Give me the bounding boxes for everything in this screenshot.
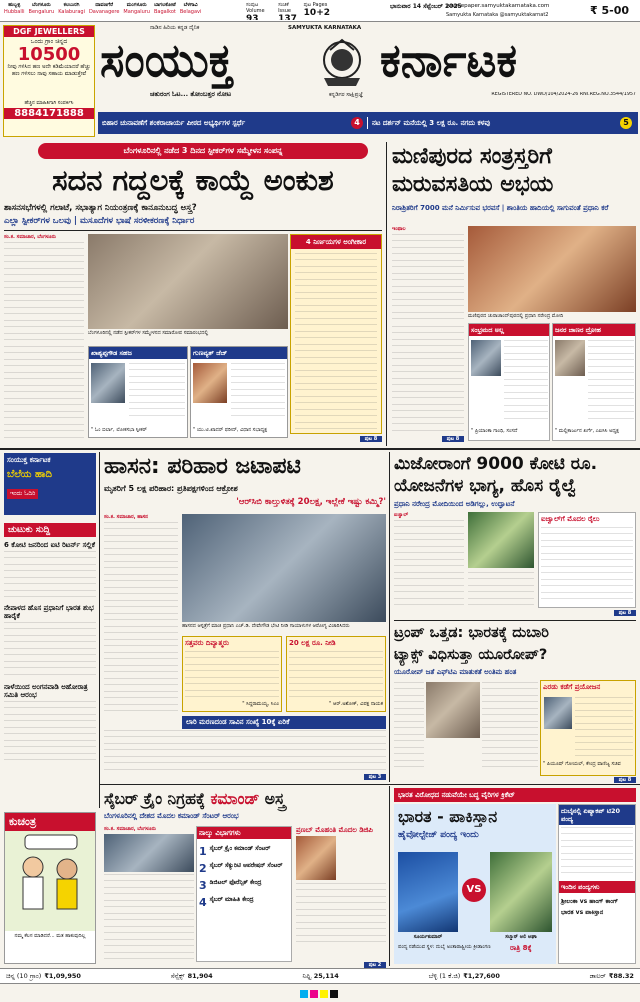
hassan-photo-caption: ಹಾಸನದ ಆಸ್ಪತ್ರೆಗೆ ಮಾಜಿ ಪ್ರಧಾನಿ ಎಚ್.ಡಿ. ದೇವೇಗೌಡ ಭೇಟಿ ನೀಡಿ ಗಾಯಾಳುಗಳ ಆರೋಗ್ಯ ವಿಚಾರಿಸಿದರು (182, 623, 350, 629)
edition-english: Bengaluru (28, 9, 55, 15)
cyber-officer-text (296, 883, 386, 945)
left-col-divider (99, 452, 100, 808)
cyber-headline-c: ಅಸ್ತ್ರ (264, 790, 286, 808)
cricket-player-1-photo (398, 852, 458, 932)
jeweller-name: DGF JEWELLERS (4, 26, 94, 37)
quote-1-photo (91, 363, 125, 403)
cyber-headline-a: ಸೈಬರ್ ಕ್ರೈಂ ನಿಗ್ರಹಕ್ಕೆ (104, 790, 206, 808)
trump-box-title: ಎರಡು ಕಡೆಗೆ ಪ್ರಯೋಜನ (543, 683, 601, 691)
jeweller-line: ಒಂದು ಗ್ರಾಂ ಚಿನ್ನದ (30, 38, 68, 45)
mizoram-body (394, 512, 464, 608)
short-news-1-head[interactable]: 6 ಕೋಟಿ ಜನರಿಂದ ಐಟಿ ರಿಟರ್ನ್ ಸಲ್ಲಿಕೆ (4, 541, 96, 549)
manipur-photo-caption: ಮಣಿಪುರದ ಚುರಾಚಾಂದ್‌ಪುರದಲ್ಲಿ ಪ್ರಧಾನಿ ನರೇಂದ್ರ ಮೋದಿ (468, 313, 564, 319)
trump-body-text (394, 682, 424, 772)
cricket-player-1-name: ಸೂರ್ಯಕುಮಾರ್ (413, 934, 443, 940)
lion-emblem-icon (312, 38, 372, 90)
cartoon-panel (4, 812, 96, 964)
edition-kannada: ಕಲಬುರಗಿ (63, 2, 80, 8)
trump-headline-1[interactable]: ಟ್ರಂಪ್ ಒತ್ತಡ: ಭಾರತಕ್ಕೆ ದುಬಾರಿ (394, 625, 549, 641)
market-value: ₹1,27,600 (463, 971, 500, 980)
manipur-page-ref[interactable]: ಪುಟ 8 (442, 436, 464, 442)
hassan-box-1-title: ಸತ್ತವರು ದಿವ್ಯಾತ್ಮರು (185, 639, 229, 647)
cyber-division-item (199, 845, 289, 858)
trump-body-text-2 (482, 682, 538, 772)
mizoram-page-ref[interactable]: ಪುಟ 8 (614, 610, 636, 616)
quote-2-title: ಗುಣವ್ಯತ್ ಜೆಜ್ (191, 347, 287, 359)
edition-strip (0, 0, 640, 22)
promo-box[interactable] (4, 453, 96, 515)
trump-box-quote: " ಪಿಯೂಷ್ ಗೋಯಲ್, ಕೇಂದ್ರ ವಾಣಿಜ್ಯ ಸಚಿವ (543, 761, 621, 767)
short-news-1-text (4, 551, 96, 599)
edition-english: Hubballi (4, 9, 25, 15)
trump-box (540, 680, 636, 776)
manipur-body-text-2 (392, 326, 464, 436)
cricket-divider (389, 786, 390, 966)
mid-col-divider (389, 452, 390, 782)
hassan-headline[interactable]: ಹಾಸನ: ಪರಿಹಾರ ಜಟಾಪಟಿ (104, 454, 301, 479)
market-label: ನಿಫ್ಟಿ (302, 971, 311, 980)
cricket-panel (394, 804, 556, 964)
masthead-title-left: ಸಂಯುಕ್ತ (100, 33, 234, 87)
market-strip (0, 968, 640, 984)
manipur-side-2-text (588, 340, 634, 424)
edition-kannada: ಹುಬ್ಬಳ್ಳಿ (8, 2, 21, 8)
cartoon-title: ಕುಚಂತ್ರ (5, 813, 95, 831)
lead-photo-caption: ಬೆಂಗಳೂರಿನಲ್ಲಿ ನಡೆದ ಸ್ಪೀಕರ್‌ಗಳ ಸಮ್ಮೇಳನದ ಸಮಾರೋಪ ಸಮಾರಂಭದಲ್ಲಿ (88, 330, 209, 336)
mizoram-deck: ಪ್ರಧಾನಿ ನರೇಂದ್ರ ಮೋದಿಯಿಂದ ಅಡಿಗಲ್ಲು, ಉದ್ಘಾಟನೆ (394, 500, 515, 508)
market-item (590, 972, 634, 981)
cyber-division-number: 3 (199, 879, 207, 892)
resolutions-title: 4 ನಿರ್ಣಯಗಳ ಅಂಗೀಕಾರ (291, 235, 381, 249)
manipur-side-1-text (504, 340, 548, 424)
trump-headline-2[interactable]: ಟ್ಯಾಕ್ಸ್ ವಿಧಿಸುತ್ತಾ ಯೂರೋಪ್? (394, 647, 548, 663)
hassan-box-2 (286, 636, 386, 712)
ticker-item-2[interactable] (368, 117, 636, 129)
cricket-today-head: ಇಂದಿನ ಪಂದ್ಯಗಳು (559, 881, 635, 893)
cyber-officer (296, 826, 386, 962)
volume-info: ಸಂಪುಟ Volume 93 ಸಂಚಿಕೆ Issue 137 ಪುಟ Pages 10+2 (246, 2, 330, 20)
cyber-division-label: ಸೈಬರ್ ಸೆಕ್ಯುರಿಟಿ ಆಪರೇಷನ್ ಸೆಂಟರ್ (209, 862, 283, 869)
edition-kannada: ದಾವಣಗೆರೆ (95, 2, 113, 8)
edition-list (4, 2, 240, 20)
price-tag: ₹ 5-00 (590, 4, 630, 17)
market-item (302, 972, 338, 981)
promo-head: ಸಂಯುಕ್ತ ಕರ್ನಾಟಕ (7, 456, 51, 464)
trump-deck: ಯೂರೋಪ್ ಜತೆ ಎಫ್‌ಟಿಎ ಮಾತುಕತೆ ಅಂತಿಮ ಹಂತ (394, 668, 517, 676)
cyber-division-label: ಸೈಬರ್ ಮಾಹಿತಿ ಕೇಂದ್ರ (209, 896, 254, 903)
lead-page-ref[interactable]: ಪುಟ 8 (360, 436, 382, 442)
ticker-page-1: 4 (351, 117, 363, 129)
trump-photo (426, 682, 480, 738)
lead-column-divider (386, 142, 387, 446)
market-value: ₹88.32 (608, 971, 634, 980)
market-label: ಡಾಲರ್ (589, 971, 606, 980)
edition-english: Belagavi (179, 9, 202, 15)
manipur-side-2 (552, 323, 636, 441)
mizoram-photo (468, 512, 534, 568)
cyber-officer-title: ಪ್ರಣಬ್ ಮೊಹಂತಿ ಮೊದಲ ಡಿಜಿಪಿ (296, 826, 373, 834)
lower-rule (100, 784, 640, 785)
cricket-player-2-photo (490, 852, 552, 932)
cyber-division-list (197, 839, 291, 911)
edition-english: Mangaluru (123, 9, 150, 15)
lead-deck-1: ಶಾಸನಸಭೆಗಳಲ್ಲಿ ಗಲಾಟೆ, ಸಭಾತ್ಯಾಗ ನಿಯಂತ್ರಣಕ್ಕೆ ಕಾನೂನುಬದ್ಧ ಅಸ್ತ್ರ? (4, 203, 197, 213)
ticker-text-1: ಬಿಹಾರ ಚುನಾವಣೆಗೆ ಶಂಕರಾಚಾರ್ಯ ಪೀಠದ ಅಭ್ಯರ್ಥಿಗಳ ಸ್ಪರ್ಧೆ (102, 118, 246, 127)
manipur-side-1 (468, 323, 550, 441)
color-register-strip (0, 986, 640, 1002)
lead-headline[interactable]: ಸದನ ಗದ್ದಲಕ್ಕೆ ಕಾಯ್ದೆ ಅಂಕುಶ (52, 163, 334, 197)
masthead-english-title: SAMYUKTA KARNATAKA (288, 25, 362, 31)
trump-box-text (575, 697, 633, 757)
cyber-headline-b: ಕಮಾಂಡ್ (210, 790, 260, 808)
color-register-icon (0, 986, 640, 1002)
jeweller-phone: 8884171888 (4, 108, 94, 119)
jeweller-price: 10500 (17, 44, 81, 65)
manipur-body-text (392, 234, 464, 322)
hassan-body-text (104, 522, 178, 712)
short-news-section: ಚುಟುಕು ಸುದ್ದಿ (4, 523, 96, 537)
manipur-headline-1[interactable]: ಮಣಿಪುರದ ಸಂತ್ರಸ್ತರಿಗೆ (392, 144, 552, 169)
lead-kicker: ಬೆಂಗಳೂರಿನಲ್ಲಿ ನಡೆದ 3 ದಿನದ ಸ್ಪೀಕರ್‌ಗಳ ಸಮ್ಮೇಳನ ಸಂಪನ್ನ (38, 143, 368, 159)
market-item (429, 972, 500, 981)
edition-item (29, 2, 55, 20)
promo-sub: ಬೆಲೆಯ ಹಾದಿ (7, 469, 52, 480)
quote-2-photo (193, 363, 227, 403)
short-news-2-head[interactable]: ನೇಪಾಳದ ಹೊಸ ಪ್ರಧಾನಿಗೆ ಭಾರತ ಶುಭ ಹಾರೈಕೆ (4, 604, 94, 620)
hassan-body-left (104, 514, 178, 714)
edition-kannada: ಬೆಂಗಳೂರು (32, 2, 51, 8)
masthead-tagline-top: ನಾಡಿನ ಹಿರಿಯ ಕನ್ನಡ ದೈನಿಕ (150, 25, 200, 31)
market-value: 25,114 (313, 971, 339, 980)
lead-body-text (4, 242, 84, 438)
manipur-side-1-quote: " ಪ್ರಿಯಾಂಕಾ ಗಾಂಧಿ, ಸಂಸದೆ (471, 428, 518, 434)
hassan-box-2-text (289, 651, 383, 699)
hassan-box-2-quote: " ಆರ್.ಅಶೋಕ್, ವಿಪಕ್ಷ ನಾಯಕ (329, 701, 383, 707)
lead-rule (4, 230, 382, 231)
hassan-box-1-text (185, 651, 279, 699)
cyber-dateline: ಸಂ.ಕ. ಸಮಾಚಾರ, ಬೆಂಗಳೂರು (104, 826, 156, 832)
short-news-2-text (4, 622, 96, 678)
edition-english: Kalaburagi (58, 9, 85, 15)
emblem-caption: ಕನ್ನಡಿಗರ ಸಾಕ್ಷಿಪ್ರಜ್ಞೆ (328, 92, 364, 98)
registration-number: REGISTERED NO. DWD/104/2024-26 RNI.REG.NO.3544/1957 (491, 92, 636, 97)
mizoram-box-title: ಐಜ್ವಾಲ್‌ಗೆ ಮೊದಲ ರೈಲು (541, 515, 600, 523)
cyber-headline[interactable] (104, 786, 386, 812)
cricket-player-2-name: ಸಲ್ಮಾನ್ ಅಲಿ ಅಘಾ (505, 934, 537, 940)
mizoram-box-text (541, 527, 633, 601)
edition-item (123, 2, 150, 20)
lead-quote-2 (190, 346, 288, 438)
trump-page-ref[interactable]: ಪುಟ 8 (614, 777, 636, 783)
mizoram-headline-2[interactable]: ಯೋಜನೆಗಳ ಭಾಗ್ಯ, ಹೊಸ ರೈಲ್ವೆ (394, 476, 577, 496)
market-label: ಚಿನ್ನ (10 ಗ್ರಾಂ) (6, 971, 42, 980)
fold-rule (0, 448, 640, 450)
market-value: 81,904 (187, 971, 213, 980)
cricket-today-item: ಭಾರತ vs ಪಾಕಿಸ್ತಾನ (561, 909, 604, 916)
cricket-deck: ಹೈವೋಲ್ಟೇಜ್ ಪಂದ್ಯ ಇಂದು (398, 830, 479, 840)
epaper-url: www.epaper.samyuktakarnataka.com (446, 3, 550, 9)
masthead-emblem (312, 38, 372, 90)
jeweller-ad (3, 25, 95, 137)
hassan-quote: 'ಆರ್‌ಸಿಬಿ ಕಾಲ್ತುಳಿತಕ್ಕೆ 20ಲಕ್ಷ, ಇಲ್ಲೇಕೆ ಇಷ್ಟು ಕಮ್ಮಿ?' (236, 497, 386, 507)
mizoram-dateline: ಐಜ್ವಾಲ್ (394, 512, 409, 518)
quote-1-attribution: " ಓಂ ಬಿರ್ಲಾ, ಲೋಕಸಭಾ ಸ್ಪೀಕರ್ (91, 427, 147, 433)
cartoon-figure-icon (5, 831, 95, 931)
cyber-deck: ಬೆಂಗಳೂರಿನಲ್ಲಿ ದೇಶದ ಮೊದಲ ಕಮಾಂಡ್ ಸೆಂಟರ್ ಆರಂಭ (104, 812, 239, 820)
market-item (171, 972, 213, 981)
hassan-dateline: ಸಂ.ಕ. ಸಮಾಚಾರ, ಹಾಸನ (104, 514, 148, 520)
manipur-dateline: ಇಂಫಾಲ (392, 226, 406, 232)
cyber-photo (104, 834, 194, 872)
resolutions-list (295, 253, 377, 433)
ticker-page-2: 5 (620, 117, 632, 129)
cricket-headline[interactable]: ಭಾರತ - ಪಾಕಿಸ್ತಾನ (398, 807, 498, 826)
cricket-side-text (561, 827, 633, 879)
cyber-division-number: 1 (199, 845, 207, 858)
social-handles: Samyukta Karnataka @samyuktakarnat2 (446, 12, 549, 18)
cyber-division-item (199, 896, 289, 909)
masthead-tagline-bottom: ಚತುರಂಗ ಓಟ... ತೋಂಬತ್ತರ ನೋಟ (150, 90, 232, 98)
edition-english: Davanagere (88, 9, 120, 15)
manipur-side-1-title: ಸಂಭ್ರಮದ ಅಲ್ಲ (469, 324, 549, 336)
cricket-side-head: ದುಬೈನಲ್ಲಿ ಏಷ್ಯಾಕಪ್ ಟಿ20 ಪಂದ್ಯ (559, 805, 635, 825)
trump-box-photo (544, 697, 572, 729)
cyber-division-item (199, 862, 289, 875)
mizoram-box (538, 512, 636, 608)
cyber-division-label: ಸೈಬರ್ ಕ್ರೈಂ ಕಮಾಂಡ್ ಸೆಂಟರ್ (209, 845, 271, 852)
mizoram-body-text (394, 520, 464, 608)
quote-1-text (129, 363, 185, 421)
jeweller-footer: ಹೆಚ್ಚಿನ ಮಾಹಿತಿಗಾಗಿ ಸಂಪರ್ಕಿಸಿ (24, 100, 74, 106)
manipur-side-1-photo (471, 340, 501, 376)
hassan-page-ref[interactable]: ಪುಟ 3 (364, 774, 386, 780)
edition-kannada: ಮಂಗಳೂರು (126, 2, 147, 8)
hassan-footer-head[interactable]: ಲಾರಿ ಮರಣದಂಡ ಸಾವಿನ ಸಂಖ್ಯೆ 10ಕ್ಕೆ ಏರಿಕೆ (182, 716, 386, 729)
lead-deck-2: ಎಲ್ಲಾ ಸ್ಪೀಕರ್‌ಗಳ ಒಲವು | ಮಸೂದೆಗಳ ಭಾಷೆ ಸರಳೀಕರಣಕ್ಕೆ ನಿರ್ಧಾರ (4, 216, 195, 226)
cyber-body-text (104, 874, 194, 960)
quote-1-title: ಖಾಶ್ಯಪ್ಪಗೌಡ ಸಹಜ (89, 347, 187, 359)
cyber-division-label: ಡಿಜಿಟಲ್ ಫೊರೆನ್ಸಿಕ್ ಕೇಂದ್ರ (209, 879, 262, 886)
manipur-side-2-photo (555, 340, 585, 376)
hassan-box-1-quote: " ಸಿದ್ದರಾಮಯ್ಯ, ಸಿಎಂ (242, 701, 279, 707)
issue-date: ಭಾನುವಾರ 14 ಸೆಪ್ಟೆಂಬರ್ 2025 (390, 3, 462, 10)
manipur-side-2-quote: " ಮಲ್ಲಿಕಾರ್ಜುನ ಖರ್ಗೆ, ಎಐಸಿಸಿ ಅಧ್ಯಕ್ಷ (555, 428, 619, 434)
short-news-3-head[interactable]: ನಾಳೆಯಿಂದ ಅಂಗನವಾಡಿ ಅಹೋರಾತ್ರ ಸಮಿತಿ ಆರಂಭ (4, 683, 88, 699)
edition-item (89, 2, 119, 20)
short-news-3-text (4, 701, 96, 761)
promo-text: ಇಂದು ಓದಿರಿ (7, 489, 38, 499)
hassan-photo (182, 514, 386, 622)
hassan-deck: ಮೃತರಿಗೆ 5 ಲಕ್ಷ ಪರಿಹಾರ: ಪ್ರತಿಪಕ್ಷಗಳಿಂದ ಆಕ್ರೋಶ (104, 484, 238, 493)
mizoram-headline-1[interactable]: ಮಿಜೋರಾಂಗೆ 9000 ಕೋಟಿ ರೂ. (394, 454, 598, 474)
cartoon-caption: ನಮ್ಮ ಕೆಲಸ ಮಾಡಿದರೆ... ಮತ ಹಾಕುವುದಿಲ್ಲ (14, 933, 86, 939)
hassan-box-1 (182, 636, 282, 712)
edition-english: Bagalkot (153, 9, 176, 15)
lead-photo (88, 234, 288, 329)
edition-item (180, 2, 202, 20)
manipur-deck: ನಿರಾಶ್ರಿತರಿಗೆ 7000 ಮನೆ ನಿರ್ಮಿಸುವ ಭರವಸೆ | ಶಾಂತಿಯ ಹಾದಿಯಲ್ಲಿ ಸಾಗುವಂತೆ ಪ್ರಧಾನಿ ಕರೆ (392, 204, 609, 212)
manipur-photo (468, 226, 636, 312)
cyber-body (104, 826, 194, 962)
quote-2-attribution: " ಯು.ಟಿ.ಖಾದರ್ ಫರೀದ್, ವಿಧಾನ ಸಭಾಧ್ಯಕ್ಷ (193, 427, 268, 433)
lead-resolutions-box (290, 234, 382, 434)
mizoram-body-text-2 (468, 572, 534, 608)
cyber-division-number: 4 (199, 896, 207, 909)
cricket-today-item: ಶ್ರೀಲಂಕಾ vs ಹಾಂಗ್ ಕಾಂಗ್ (561, 898, 619, 905)
lead-column-left (4, 234, 84, 440)
ticker-text-2: ನಟ ದರ್ಶನ್ ಮನೆಯಲ್ಲಿ 3 ಲಕ್ಷ ರೂ. ನಗದು ಕಳವು (372, 118, 491, 127)
edition-item (4, 2, 25, 20)
trump-rule (394, 620, 636, 621)
manipur-headline-2[interactable]: ಮರುವಸತಿಯ ಅಭಯ (392, 172, 554, 197)
market-label: ಬೆಳ್ಳಿ (1 ಕೆ.ಜಿ) (428, 971, 461, 980)
hassan-box-2-title: 20 ಲಕ್ಷ ರೂ. ನೀಡಿ (289, 639, 336, 647)
lead-dateline: ಸಂ.ಕ. ಸಮಾಚಾರ, ಬೆಂಗಳೂರು (4, 234, 56, 240)
cyber-division-number: 2 (199, 862, 207, 875)
cricket-banner: ಭಾರತ ವಿರೋಧದ ನಡುವೆಯೇ ಬದ್ಧ ವೈರಿಗಳ ಕ್ರಿಕೆಟ್ (394, 788, 636, 802)
manipur-side-2-title: ಜನರ ಜಾಣರ ದ್ರೋಹ (553, 324, 635, 336)
cyber-page-ref[interactable]: ಪುಟ 2 (364, 962, 386, 968)
news-ticker (98, 112, 638, 134)
market-value: ₹1,09,950 (44, 971, 81, 980)
cricket-side (558, 804, 636, 964)
lead-quote-1 (88, 346, 188, 438)
market-item (6, 972, 81, 981)
market-label: ಸೆನ್ಸೆಕ್ಸ್ (170, 971, 185, 980)
hassan-footer-text (104, 730, 386, 772)
cricket-today-list (559, 893, 635, 919)
masthead-title-right: ಕರ್ನಾಟಕ (380, 33, 518, 87)
edition-kannada: ಬೆಳಗಾವಿ (183, 2, 198, 8)
ticker-item-1[interactable] (98, 117, 368, 129)
cyber-box-title: ನಾಲ್ಕು ವಿಭಾಗಗಳು (197, 827, 291, 839)
edition-kannada: ಬಾಗಲಕೋಟೆ (154, 2, 176, 8)
cyber-division-item (199, 879, 289, 892)
cricket-time: ರಾತ್ರಿ 8ಕ್ಕೆ (510, 944, 532, 952)
cyber-divisions-box (196, 826, 292, 962)
jeweller-body: ನೀವು ಗಳಿಸಿದ ಹಣ ಅದೇ ಕಡಿಮೆಯಾದರೆ ಹೆಚ್ಚು ಹಣ ಗಳಿಸಲು ನಾವು ಸಹಾಯ ಮಾಡುತ್ತೇವೆ (7, 64, 91, 77)
cricket-venue: ಪಂದ್ಯ ನಡೆಯುವ ಸ್ಥಳ: ದುಬೈ ಅಂತಾರಾಷ್ಟ್ರೀಯ ಕ್ರೀಡಾಂಗಣ (398, 944, 491, 950)
cyber-officer-photo (296, 836, 336, 880)
cricket-vs-badge: VS (462, 878, 486, 902)
manipur-body (392, 226, 464, 322)
quote-2-text (231, 363, 285, 421)
edition-item (58, 2, 85, 20)
edition-item (154, 2, 176, 20)
